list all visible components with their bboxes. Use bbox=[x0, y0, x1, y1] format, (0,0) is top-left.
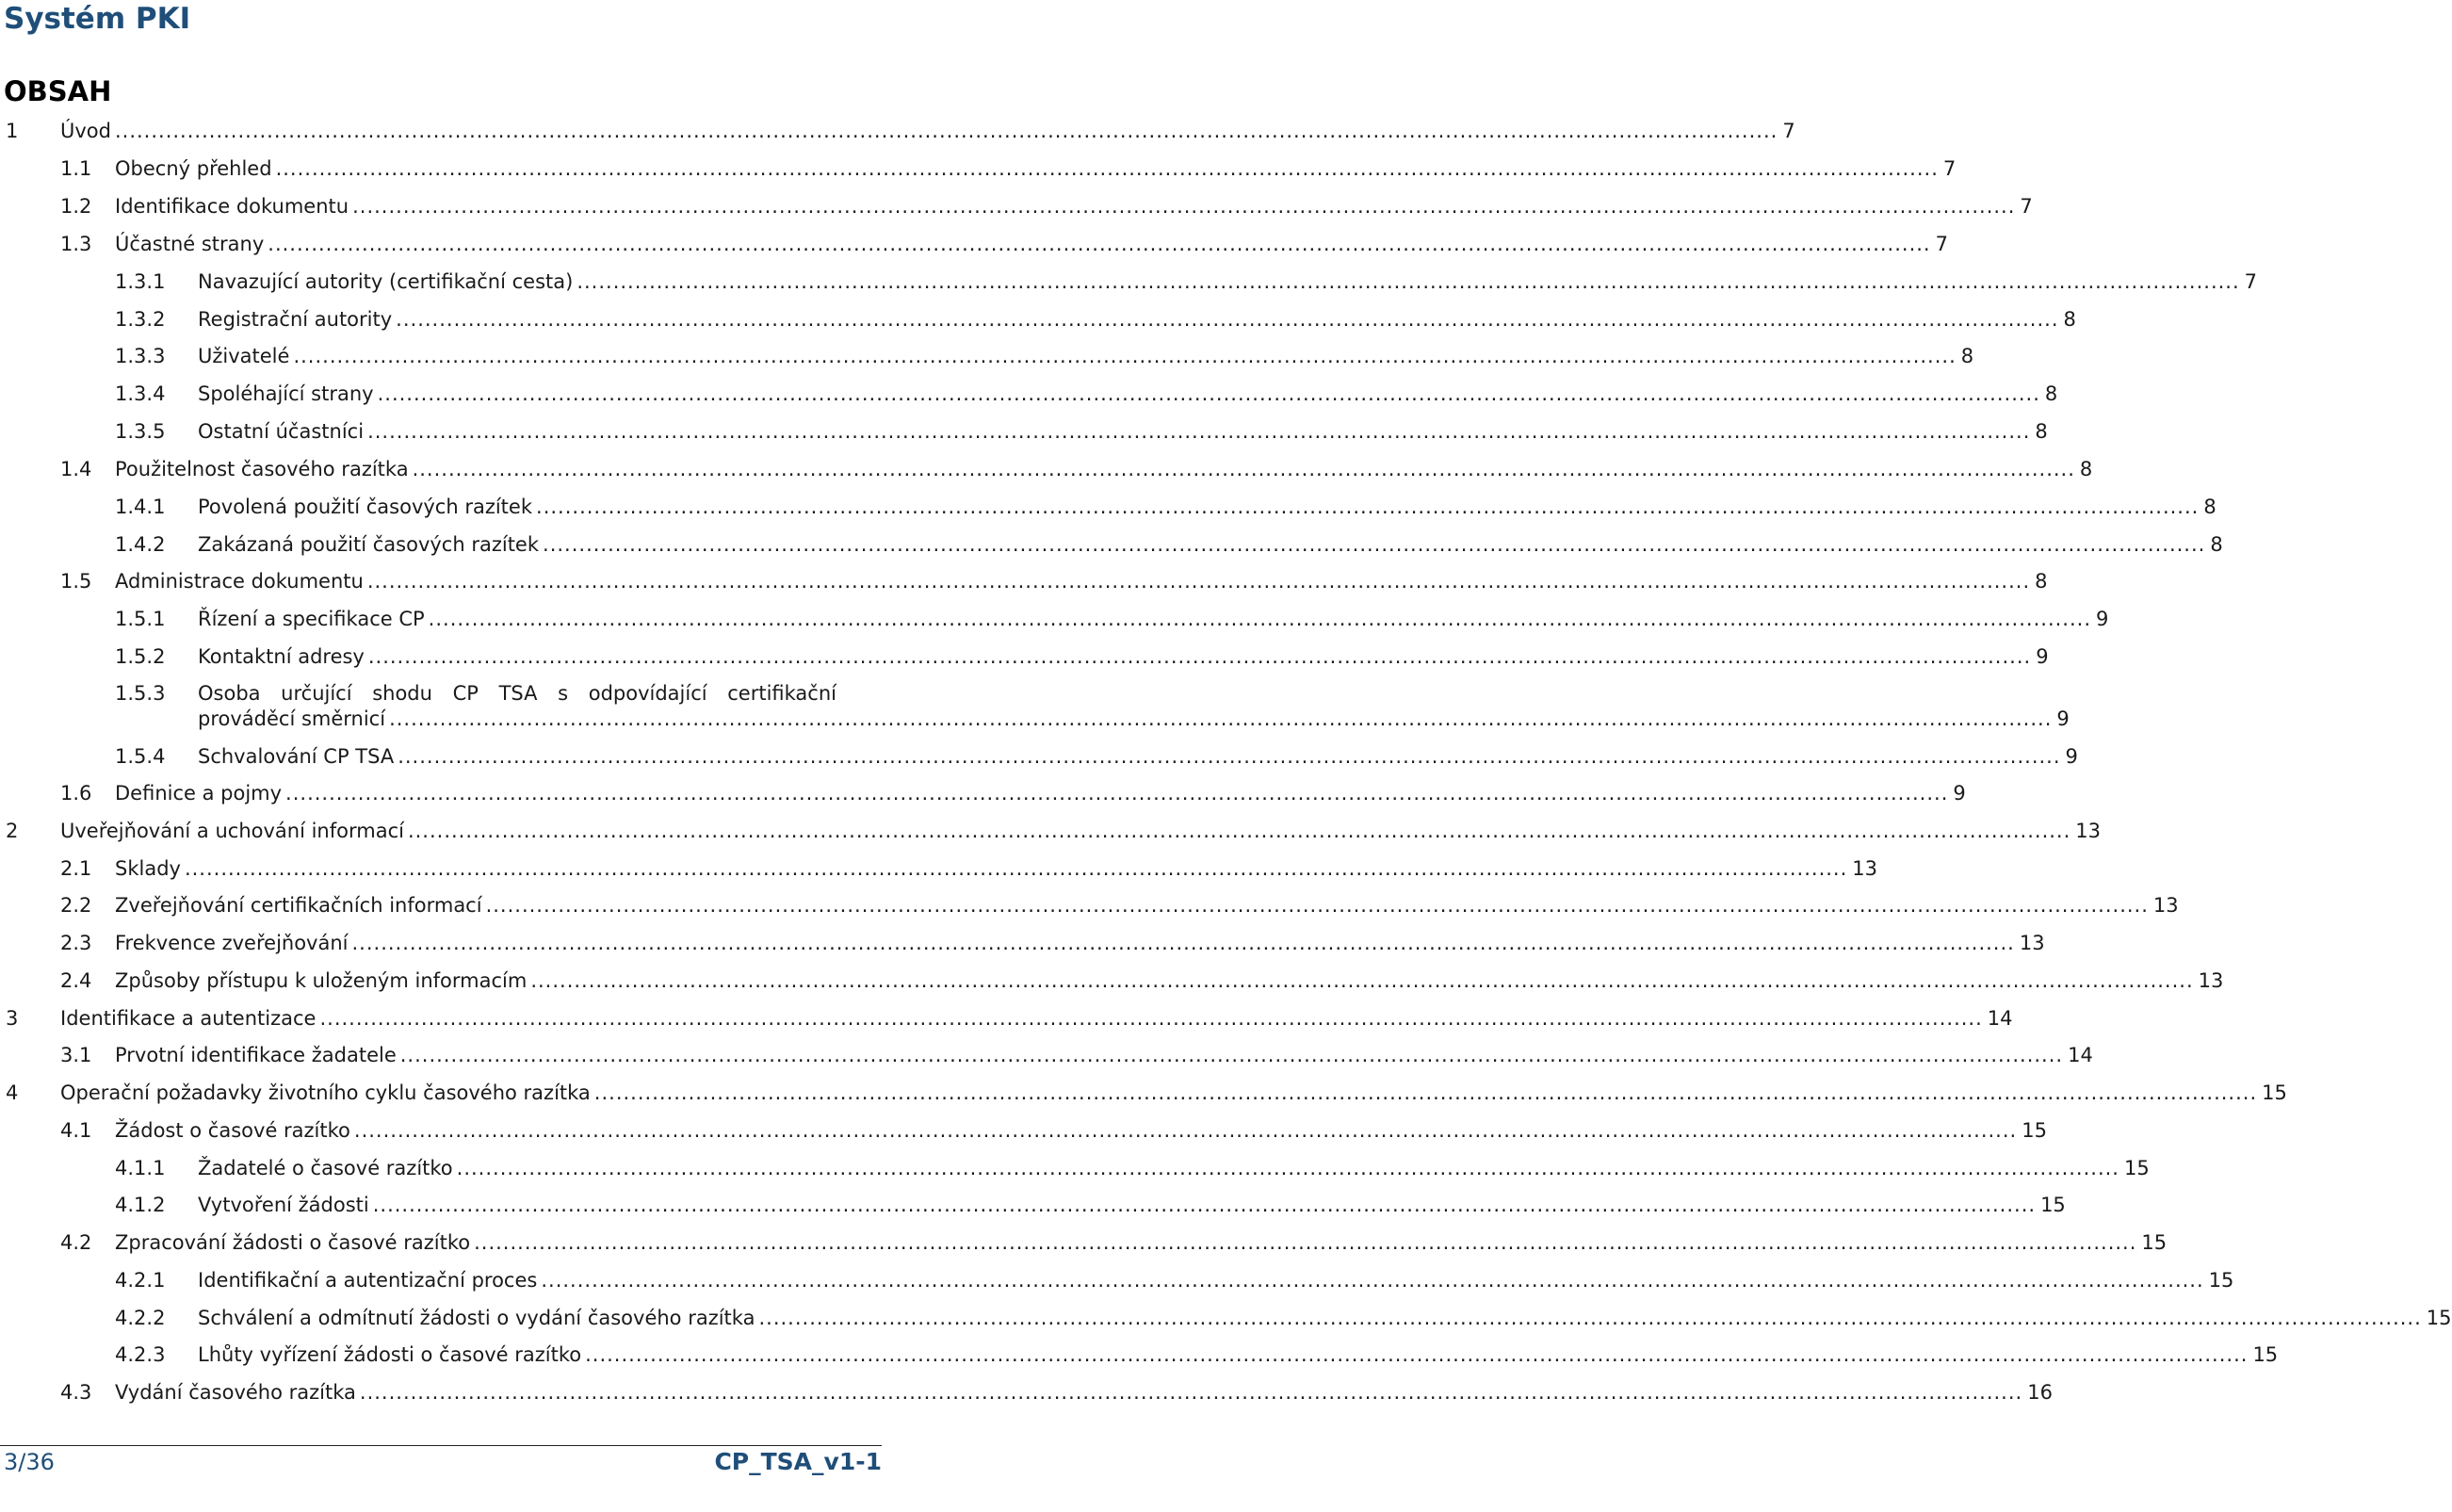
toc-entry-number: 1.5 bbox=[60, 570, 92, 593]
toc-entry-page: 8 bbox=[2035, 420, 2048, 443]
toc-entry-page: 15 bbox=[2123, 1157, 2150, 1179]
toc-entry[interactable] bbox=[60, 931, 2045, 956]
toc-entry-title: Účastné strany bbox=[115, 233, 265, 255]
toc-entry-title: Způsoby přístupu k uloženým informacím bbox=[115, 969, 528, 992]
toc-entry-number: 1.4.2 bbox=[115, 533, 166, 556]
toc-entry-number: 3.1 bbox=[60, 1044, 92, 1066]
toc-entry-number: 1.3.2 bbox=[115, 308, 166, 331]
toc-entry-number: 1.5.1 bbox=[115, 608, 166, 630]
toc-entry[interactable] bbox=[60, 232, 1948, 257]
toc-entry-number: 4 bbox=[6, 1081, 19, 1104]
toc-leader-dots bbox=[396, 307, 2058, 333]
toc-leader-dots bbox=[758, 1306, 2421, 1331]
toc-leader-dots bbox=[457, 1156, 2119, 1181]
toc-leader-dots bbox=[368, 644, 2031, 670]
toc-entry-number: 1.1 bbox=[60, 157, 92, 180]
toc-entry-number: 1 bbox=[6, 120, 19, 142]
toc-leader-dots bbox=[474, 1230, 2136, 1256]
toc-entry-title: Sklady bbox=[115, 857, 181, 880]
toc-leader-dots bbox=[543, 532, 2205, 558]
toc-entry-title: Schvalování CP TSA bbox=[198, 745, 395, 768]
toc-entry-number: 1.3.3 bbox=[115, 345, 166, 367]
toc-entry-title: Osoba určující shodu CP TSA s odpovídající certifikační bbox=[198, 682, 836, 705]
toc-entry[interactable] bbox=[60, 1043, 2093, 1068]
toc-entry[interactable] bbox=[60, 781, 1966, 806]
toc-entry-page: 15 bbox=[2262, 1081, 2287, 1104]
toc-entry[interactable] bbox=[60, 893, 2179, 919]
toc-entry-title: Zveřejňování certifikačních informací bbox=[115, 894, 482, 917]
toc-entry-title: Použitelnost časového razítka bbox=[115, 458, 409, 480]
toc-entry-page: 14 bbox=[2068, 1044, 2093, 1066]
toc-entry[interactable] bbox=[6, 1081, 2287, 1106]
toc-entry-page: 9 bbox=[1953, 782, 1966, 805]
toc-leader-dots bbox=[536, 495, 2199, 520]
toc-entry-number: 1.3.4 bbox=[115, 382, 166, 405]
toc-entry[interactable] bbox=[115, 419, 2048, 445]
toc-entry-title: Úvod bbox=[60, 120, 111, 142]
toc-leader-dots bbox=[352, 931, 2015, 956]
toc-entry-title: Registrační autority bbox=[198, 308, 393, 331]
toc-entry[interactable] bbox=[115, 495, 2217, 520]
toc-entry-title: Spoléhající strany bbox=[198, 382, 374, 405]
toc-entry[interactable] bbox=[60, 1230, 2168, 1256]
toc-entry-title: Vydání časového razítka bbox=[115, 1381, 356, 1404]
toc-leader-dots bbox=[373, 1193, 2036, 1218]
toc-leader-dots bbox=[413, 457, 2075, 482]
toc-leader-dots bbox=[276, 156, 1939, 182]
document-id: CP_TSA_v1-1 bbox=[714, 1448, 882, 1475]
toc-leader-dots bbox=[576, 269, 2239, 295]
toc-leader-dots bbox=[530, 968, 2193, 994]
toc-leader-dots bbox=[400, 1043, 2063, 1068]
toc-leader-dots bbox=[367, 419, 2030, 445]
page-indicator: 3/36 bbox=[4, 1449, 55, 1475]
footer-divider bbox=[0, 1445, 882, 1446]
toc-leader-dots bbox=[429, 607, 2091, 632]
toc-entry-number: 1.5.3 bbox=[115, 682, 166, 705]
toc-leader-dots bbox=[319, 1006, 1982, 1032]
toc-entry-title: Uživatelé bbox=[198, 345, 290, 367]
toc-entry-title: Řízení a specifikace CP bbox=[198, 608, 425, 630]
toc-entry-number: 1.3.5 bbox=[115, 420, 166, 443]
toc-entry-page: 13 bbox=[2019, 932, 2045, 954]
toc-entry[interactable] bbox=[60, 968, 2224, 994]
toc-entry[interactable] bbox=[115, 744, 2078, 770]
toc-entry-title: Identifikace a autentizace bbox=[60, 1007, 317, 1030]
toc-leader-dots bbox=[115, 119, 1778, 144]
toc-entry-title: Povolená použití časových razítek bbox=[198, 496, 533, 518]
toc-leader-dots bbox=[398, 744, 2060, 770]
toc-entry-page: 13 bbox=[2152, 894, 2179, 917]
toc-entry[interactable] bbox=[115, 607, 2109, 632]
toc-entry-page: 7 bbox=[2244, 270, 2258, 293]
toc-entry-page: 7 bbox=[1935, 233, 1948, 255]
toc-entry-number: 4.2.1 bbox=[115, 1269, 166, 1292]
toc-entry-number: 2.3 bbox=[60, 932, 92, 954]
toc-entry-page: 13 bbox=[2198, 969, 2224, 992]
toc-entry-title: Administrace dokumentu bbox=[115, 570, 364, 593]
toc-leader-dots bbox=[389, 707, 2052, 732]
toc-entry-page: 15 bbox=[2141, 1231, 2168, 1254]
toc-leader-dots bbox=[352, 194, 2015, 219]
toc-entry-page: 15 bbox=[2022, 1119, 2047, 1142]
toc-entry[interactable] bbox=[115, 1342, 2279, 1368]
toc-entry[interactable] bbox=[60, 194, 2033, 219]
toc-entry-page: 9 bbox=[2096, 608, 2109, 630]
toc-entry-page: 8 bbox=[2079, 458, 2093, 480]
toc-heading: OBSAH bbox=[4, 75, 112, 107]
toc-entry-number: 1.4.1 bbox=[115, 496, 166, 518]
toc-entry-title: Identifikace dokumentu bbox=[115, 195, 349, 218]
toc-entry-number: 1.3 bbox=[60, 233, 92, 255]
toc-entry-title: Schválení a odmítnutí žádosti o vydání časového razítka bbox=[198, 1307, 755, 1329]
toc-entry-title: Ostatní účastníci bbox=[198, 420, 365, 443]
toc-entry[interactable] bbox=[6, 119, 1795, 144]
toc-entry-number: 1.4 bbox=[60, 458, 92, 480]
toc-leader-dots bbox=[408, 819, 2070, 844]
toc-entry-page: 7 bbox=[2020, 195, 2033, 218]
toc-entry[interactable] bbox=[115, 681, 2070, 732]
toc-entry[interactable] bbox=[60, 856, 1878, 882]
toc-entry-page: 8 bbox=[2035, 570, 2048, 593]
toc-entry-page: 8 bbox=[2044, 382, 2058, 405]
toc-entry-page: 9 bbox=[2065, 745, 2078, 768]
toc-leader-dots bbox=[293, 344, 1956, 369]
toc-entry-number: 1.5.4 bbox=[115, 745, 166, 768]
toc-entry-page: 8 bbox=[1960, 345, 1974, 367]
toc-entry[interactable] bbox=[115, 1156, 2150, 1181]
toc-entry-title-continuation: prováděcí směrnicí bbox=[198, 707, 386, 730]
toc-entry[interactable] bbox=[115, 307, 2076, 333]
toc-entry-page: 7 bbox=[1942, 157, 1957, 180]
toc-entry[interactable] bbox=[60, 1380, 2053, 1406]
toc-entry-page: 15 bbox=[2426, 1307, 2452, 1329]
toc-entry-title: Žadatelé o časové razítko bbox=[198, 1157, 453, 1179]
toc-entry-number: 4.2.2 bbox=[115, 1307, 166, 1329]
toc-entry[interactable] bbox=[60, 156, 1957, 182]
toc-entry-number: 2 bbox=[6, 820, 19, 842]
toc-entry-title: Lhůty vyřízení žádosti o časové razítko bbox=[198, 1343, 582, 1366]
toc-leader-dots bbox=[541, 1268, 2203, 1293]
toc-entry-number: 2.2 bbox=[60, 894, 92, 917]
toc-entry-title: Definice a pojmy bbox=[115, 782, 283, 805]
toc-entry-title: Zpracování žádosti o časové razítko bbox=[115, 1231, 471, 1254]
toc-leader-dots bbox=[360, 1380, 2022, 1406]
toc-leader-dots bbox=[585, 1342, 2248, 1368]
toc-entry[interactable] bbox=[115, 344, 1974, 369]
toc-entry-number: 1.2 bbox=[60, 195, 92, 218]
toc-entry[interactable] bbox=[115, 382, 2058, 407]
toc-entry-page: 14 bbox=[1987, 1007, 2013, 1030]
toc-entry-page: 13 bbox=[2075, 820, 2102, 842]
toc-entry-title: Uveřejňování a uchování informací bbox=[60, 820, 404, 842]
toc-entry-page: 15 bbox=[2208, 1269, 2234, 1292]
toc-entry-page: 9 bbox=[2056, 707, 2070, 730]
toc-entry[interactable] bbox=[115, 1268, 2234, 1293]
toc-leader-dots bbox=[185, 856, 1847, 882]
toc-entry-page: 9 bbox=[2036, 645, 2049, 668]
toc-entry-number: 4.2.3 bbox=[115, 1343, 166, 1366]
toc-entry-title: Frekvence zveřejňování bbox=[115, 932, 349, 954]
toc-entry[interactable] bbox=[6, 1006, 2013, 1032]
toc-entry-number: 1.6 bbox=[60, 782, 92, 805]
toc-leader-dots bbox=[367, 569, 2030, 594]
toc-entry-title: Prvotní identifikace žadatele bbox=[115, 1044, 397, 1066]
toc-entry-number: 1.5.2 bbox=[115, 645, 166, 668]
toc-entry-page: 8 bbox=[2210, 533, 2223, 556]
toc-entry-number: 4.1 bbox=[60, 1119, 92, 1142]
toc-entry-title: Vytvoření žádosti bbox=[198, 1194, 369, 1216]
toc-leader-dots bbox=[354, 1118, 2017, 1144]
toc-entry-page: 13 bbox=[1852, 857, 1878, 880]
toc-leader-dots bbox=[378, 382, 2040, 407]
toc-leader-dots bbox=[594, 1081, 2257, 1106]
toc-entry[interactable] bbox=[115, 532, 2223, 558]
toc-entry-page: 8 bbox=[2203, 496, 2217, 518]
toc-entry-number: 4.2 bbox=[60, 1231, 92, 1254]
toc-entry-title: Obecný přehled bbox=[115, 157, 272, 180]
toc-entry-number: 3 bbox=[6, 1007, 19, 1030]
toc-leader-dots bbox=[486, 893, 2149, 919]
document-title: Systém PKI bbox=[4, 2, 191, 36]
toc-leader-dots bbox=[285, 781, 1948, 806]
toc-entry-number: 1.3.1 bbox=[115, 270, 166, 293]
toc-entry[interactable] bbox=[115, 1193, 2066, 1218]
toc-entry-title: Kontaktní adresy bbox=[198, 645, 365, 668]
toc-entry-title: Zakázaná použití časových razítek bbox=[198, 533, 540, 556]
toc-entry-title: Operační požadavky životního cyklu časového razítka bbox=[60, 1081, 591, 1104]
toc-entry[interactable] bbox=[115, 644, 2049, 670]
toc-entry-number: 4.3 bbox=[60, 1381, 92, 1404]
toc-entry[interactable] bbox=[60, 457, 2093, 482]
toc-entry-number: 4.1.1 bbox=[115, 1157, 166, 1179]
toc-leader-dots bbox=[268, 232, 1930, 257]
toc-entry-number: 2.1 bbox=[60, 857, 92, 880]
toc-entry-number: 2.4 bbox=[60, 969, 92, 992]
toc-entry[interactable] bbox=[60, 1118, 2047, 1144]
toc-entry-number: 4.1.2 bbox=[115, 1194, 166, 1216]
toc-entry-title: Identifikační a autentizační proces bbox=[198, 1269, 538, 1292]
toc-entry[interactable] bbox=[60, 569, 2048, 594]
toc-entry-page: 7 bbox=[1782, 120, 1795, 142]
toc-entry-page: 15 bbox=[2040, 1194, 2066, 1216]
toc-entry[interactable] bbox=[115, 1306, 2452, 1331]
toc-entry-title: Navazující autority (certifikační cesta) bbox=[198, 270, 574, 293]
toc-entry[interactable] bbox=[6, 819, 2102, 844]
toc-entry-page: 15 bbox=[2252, 1343, 2279, 1366]
toc-entry-page: 8 bbox=[2063, 308, 2076, 331]
toc-entry-title: Žádost o časové razítko bbox=[115, 1119, 350, 1142]
toc-entry-page: 16 bbox=[2027, 1381, 2053, 1404]
toc-entry[interactable] bbox=[115, 269, 2258, 295]
